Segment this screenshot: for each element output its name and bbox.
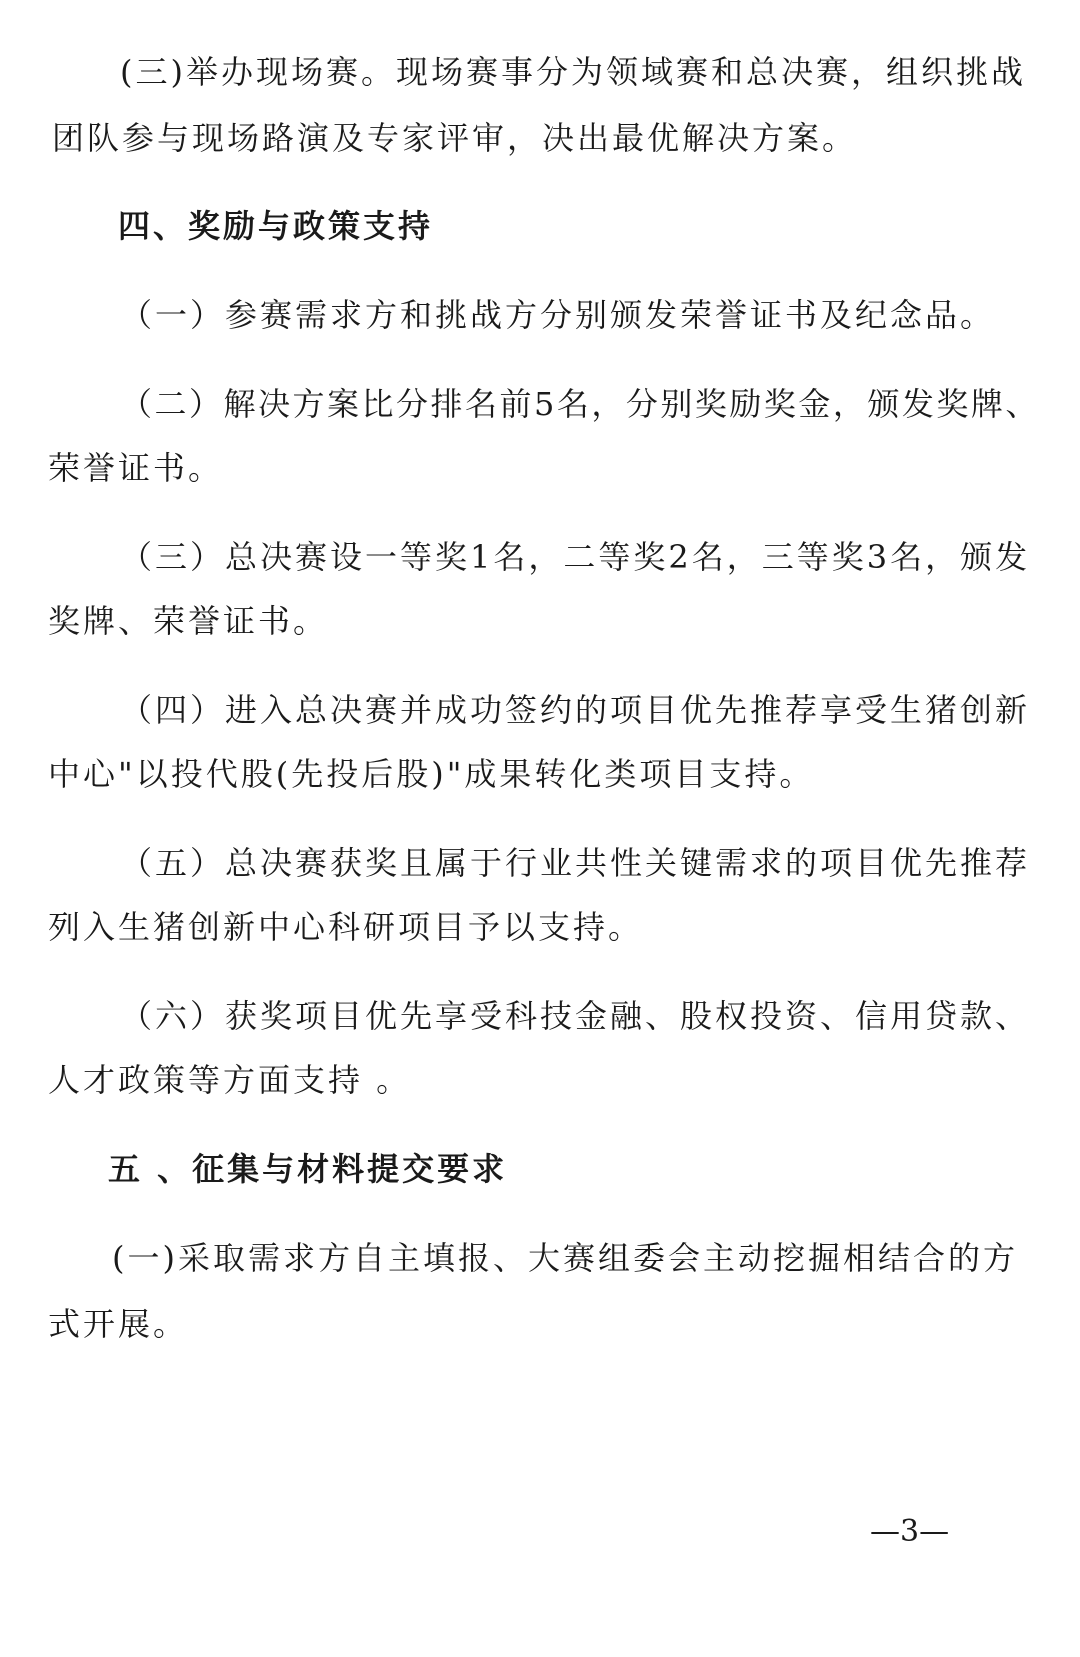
item-5-line-2: 列入生猪创新中心科研项目予以支持。 (48, 908, 644, 946)
item-3-line-1: （三）总决赛设一等奖1名，二等奖2名，三等奖3名，颁发 (120, 538, 1031, 576)
item-4-line-1: （四）进入总决赛并成功签约的项目优先推荐享受生猪创新 (120, 691, 1031, 729)
item-5-line-1: （五）总决赛获奖且属于行业共性关键需求的项目优先推荐 (120, 844, 1031, 882)
item-6-line-1: （六）获奖项目优先享受科技金融、股权投资、信用贷款、 (120, 997, 1031, 1035)
item-2-line-2: 荣誉证书。 (48, 449, 224, 487)
item-2-line-1: （二）解决方案比分排名前5名，分别奖励奖金，颁发奖牌、 (120, 385, 1040, 423)
paragraph-3-line-2: 团队参与现场路演及专家评审，决出最优解决方案。 (52, 119, 858, 157)
item-3-line-2: 奖牌、荣誉证书。 (48, 602, 329, 640)
section-heading-5: 五 、征集与材料提交要求 (108, 1150, 508, 1188)
item-4-line-2: 中心"以投代股(先投后股)"成果转化类项目支持。 (48, 755, 815, 793)
item-6-line-2: 人才政策等方面支持 。 (48, 1061, 412, 1099)
paragraph-3-line-1: (三)举办现场赛。现场赛事分为领域赛和总决赛，组织挑战 (120, 53, 1026, 91)
item-5-1-line-2: 式开展。 (48, 1305, 189, 1343)
item-5-1-line-1: (一)采取需求方自主填报、大赛组委会主动挖掘相结合的方 (112, 1239, 1018, 1277)
item-1-line-1: （一）参赛需求方和挑战方分别颁发荣誉证书及纪念品。 (120, 296, 996, 334)
page-number: —3— (870, 1514, 950, 1549)
section-heading-4: 四、奖励与政策支持 (118, 207, 434, 245)
